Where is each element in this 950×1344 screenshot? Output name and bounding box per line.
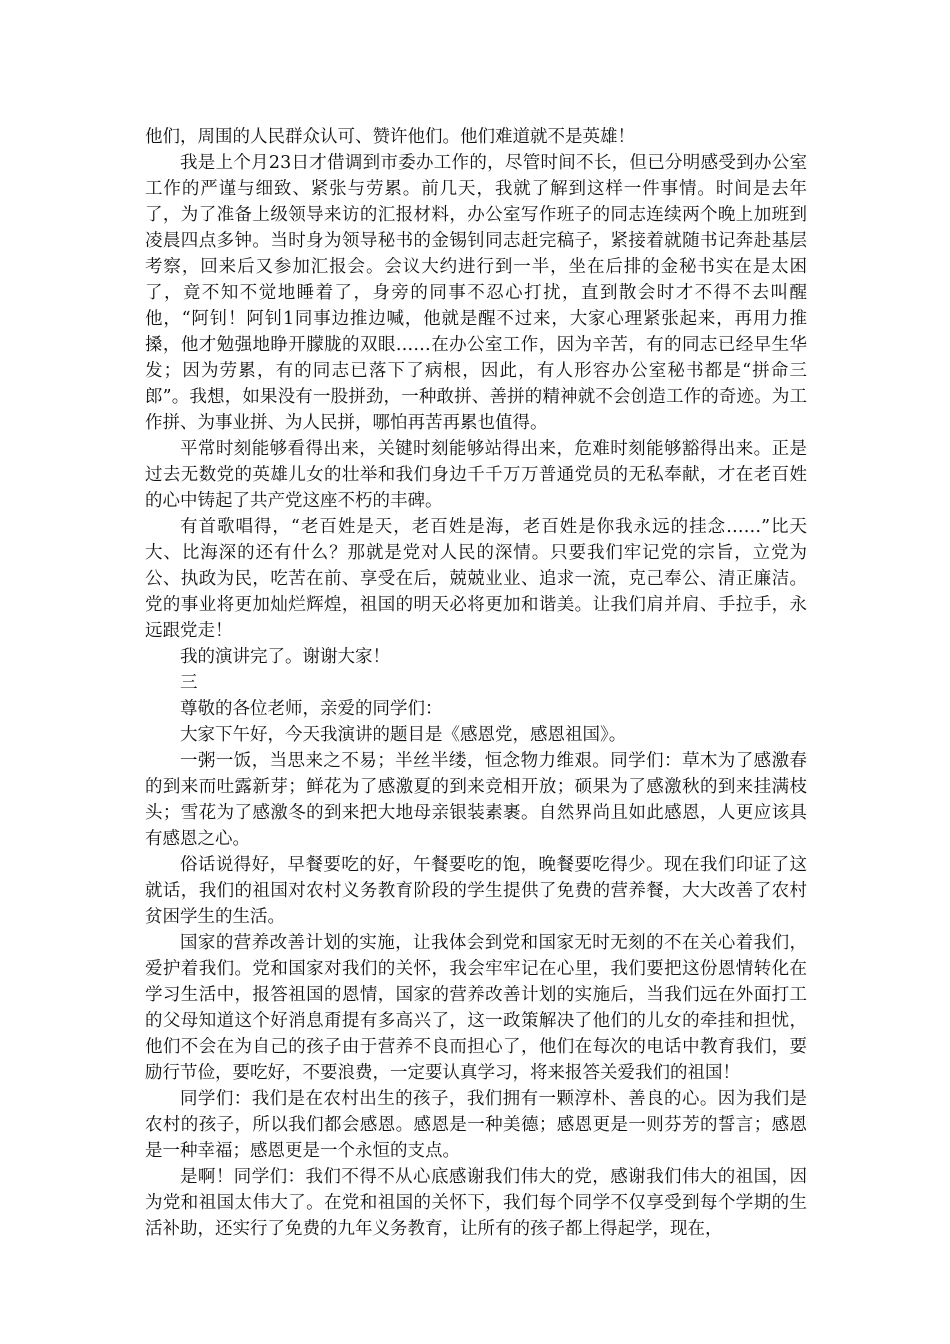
paragraph: 我的演讲完了。谢谢大家！	[180, 647, 390, 667]
paragraph: 大家下午好，今天我演讲的题目是《感恩党，感恩祖国》。	[180, 725, 627, 745]
paragraph: 同学们：我们是在农村出生的孩子，我们拥有一颗淳朴、善良的心。因为我们是农村的孩子，所以我们都会感恩。感恩是一种美德；感恩更是一则芬芳的誓言；感恩是一种幸福；感恩更是一个永恒的支点。	[145, 1089, 807, 1161]
paragraph: 一粥一饭，当思来之不易；半丝半缕，恒念物力维艰。同学们：草木为了感激春的到来而吐露新芽；鲜花为了感激夏的到来竞相开放；硕果为了感激秋的到来挂满枝头；雪花为了感激冬的到来把大地母亲银装素裹。自然界尚且如此感恩，人更应该具有感恩之心。	[145, 751, 807, 849]
paragraph: 我是上个月23日才借调到市委办工作的，尽管时间不长，但已分明感受到办公室工作的严谨与细致、紧张与劳累。前几天，我就了解到这样一件事情。时间是去年了，为了准备上级领导来访的汇报材料，办公室写作班子的同志连续两个晚上加班到凌晨四点多钟。当时身为领导秘书的金锡钊同志赶完稿子，紧接着就随书记奔赴基层考察，回来后又参加汇报会。会议大约进行到一半，坐在后排的金秘书实在是太困了，竟不知不觉地睡着了，身旁的同事不忍心打扰，直到散会时才不得不去叫醒他，“阿钊！阿钊1同事边推边喊，他就是醒不过来，大家心理紧张起来，再用力推搡，他才勉强地睁开朦胧的双眼……在办公室工作，因为辛苦，有的同志已经早生华发；因为劳累，有的同志已落下了病根，因此，有人形容办公室秘书都是“拼命三郎”。我想，如果没有一股拼劲，一种敢拼、善拼的精神就不会创造工作的奇迹。为工作拼、为事业拼、为人民拼，哪怕再苦再累也值得。	[145, 153, 807, 433]
paragraph: 国家的营养改善计划的实施，让我体会到党和国家无时无刻的不在关心着我们，爱护着我们。党和国家对我们的关怀，我会牢牢记在心里，我们要把这份恩情转化在学习生活中，报答祖国的恩情，国家的营养改善计划的实施后，当我们远在外面打工的父母知道这个好消息甭提有多高兴了，这一政策解决了他们的儿女的牵挂和担忧，他们不会在为自己的孩子由于营养不良而担心了，他们在每次的电话中教育我们，要励行节俭，要吃好，不要浪费，一定要认真学习，将来报答关爱我们的祖国！	[145, 933, 807, 1083]
paragraph: 是啊！同学们：我们不得不从心底感谢我们伟大的党，感谢我们伟大的祖国，因为党和祖国太伟大了。在党和祖国的关怀下，我们每个同学不仅享受到每个学期的生活补助，还实行了免费的九年义务教育，让所有的孩子都上得起学，现在，	[145, 1167, 807, 1239]
document-body	[145, 124, 807, 1242]
section-number: 三	[180, 673, 198, 693]
paragraph: 平常时刻能够看得出来，关键时刻能够站得出来，危难时刻能够豁得出来。正是过去无数党的英雄儿女的壮举和我们身边千千万万普通党员的无私奉献，才在老百姓的心中铸起了共产党这座不朽的丰碑。	[145, 439, 807, 511]
salutation: 尊敬的各位老师，亲爱的同学们：	[180, 699, 443, 719]
paragraph: 俗话说得好，早餐要吃的好，午餐要吃的饱，晚餐要吃得少。现在我们印证了这就话，我们的祖国对农村义务教育阶段的学生提供了免费的营养餐，大大改善了农村贫困学生的生活。	[145, 855, 807, 927]
paragraph: 他们，周围的人民群众认可、赞许他们。他们难道就不是英雄！	[145, 127, 635, 147]
paragraph: 有首歌唱得，“老百姓是天，老百姓是海，老百姓是你我永远的挂念……”比天大、比海深的还有什么？那就是党对人民的深情。只要我们牢记党的宗旨，立党为公、执政为民，吃苦在前、享受在后，兢兢业业、追求一流，克己奉公、清正廉洁。党的事业将更加灿烂辉煌，祖国的明天必将更加和谐美。让我们肩并肩、手拉手，永远跟党走！	[145, 517, 807, 641]
